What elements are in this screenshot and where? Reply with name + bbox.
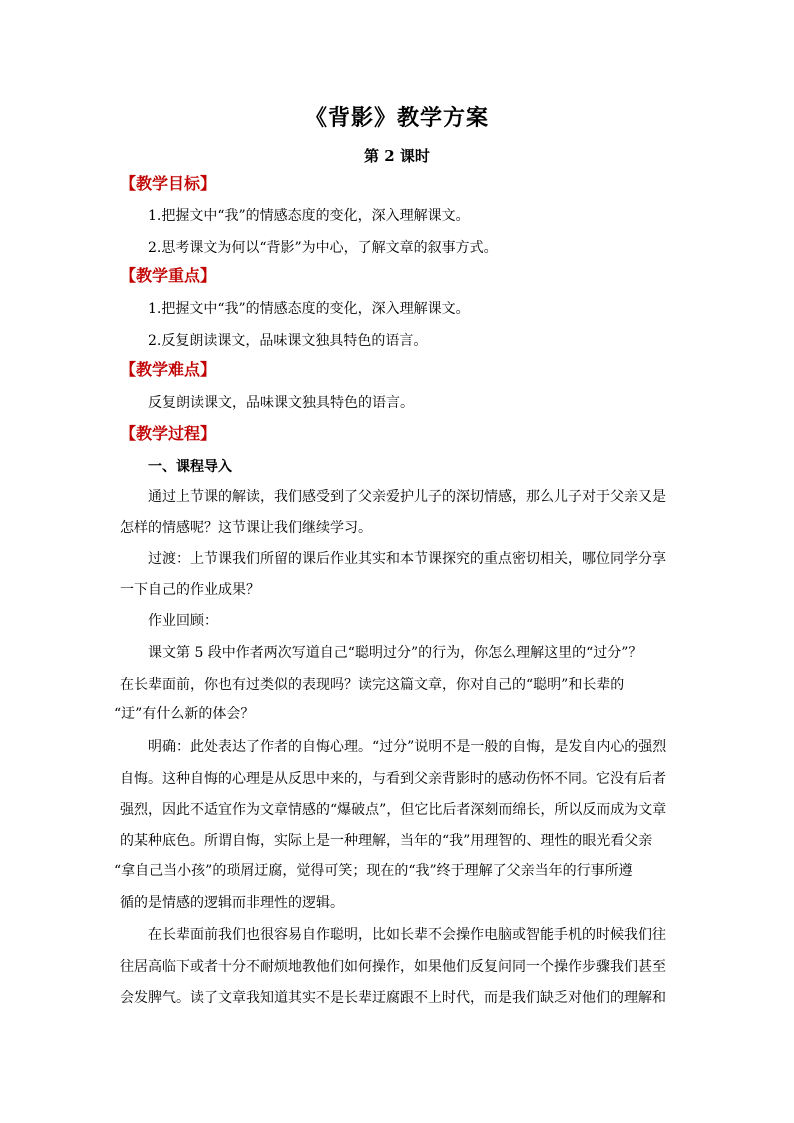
section-heading-process: 【教学过程】 <box>120 424 217 443</box>
key-point-item: 2.反复朗读课文，品味课文独具特色的语言。 <box>148 333 428 349</box>
process-line: 明确：此处表达了作者的自悔心理。“过分”说明不是一般的自悔，是发自内心的强烈 <box>148 739 667 755</box>
process-line: 过渡：上节课我们所留的课后作业其实和本节课探究的重点密切相关，哪位同学分享 <box>148 551 666 567</box>
process-line: 自悔。这种自悔的心理是从反思中来的，与看到父亲背影时的感动伤怀不同。它没有后者 <box>120 771 666 787</box>
section-heading-goals: 【教学目标】 <box>120 174 217 193</box>
process-line: “拿自己当小孩”的琐屑迂腐，觉得可笑；现在的“我”终于理解了父亲当年的行事所遵 <box>114 863 633 879</box>
process-line: 强烈，因此不适宜作为文章情感的“爆破点”，但它比后者深刻而绵长，所以反而成为文章 <box>120 802 667 818</box>
process-line: 通过上节课的解读，我们感受到了父亲爱护儿子的深切情感，那么儿子对于父亲又是 <box>148 489 666 505</box>
process-line: 在长辈面前，你也有过类似的表现吗？读完这篇文章，你对自己的“聪明”和长辈的 <box>120 677 625 693</box>
process-line: 往居高临下或者十分不耐烦地教他们如何操作，如果他们反复问同一个操作步骤我们甚至 <box>120 959 666 975</box>
process-line: 的某种底色。所谓自悔，实际上是一种理解，当年的“我”用理智的、理性的眼光看父亲 <box>120 833 653 849</box>
goal-item: 2.思考课文为何以“背影”为中心，了解文章的叙事方式。 <box>148 240 498 256</box>
goal-item: 1.把握文中“我”的情感态度的变化，深入理解课文。 <box>148 208 470 224</box>
process-line: “迂”有什么新的体会？ <box>114 706 255 722</box>
process-line: 循的是情感的逻辑而非理性的逻辑。 <box>120 895 344 911</box>
process-line: 一下自己的作业成果？ <box>120 582 260 598</box>
process-line: 课文第 5 段中作者两次写道自己“聪明过分”的行为，你怎么理解这里的“过分”？ <box>148 645 643 661</box>
process-line: 作业回顾： <box>148 613 218 629</box>
process-line: 怎样的情感呢？这节课让我们继续学习。 <box>120 520 372 536</box>
difficulty-item: 反复朗读课文，品味课文独具特色的语言。 <box>148 395 414 411</box>
process-subheading: 一、课程导入 <box>148 459 232 475</box>
process-line: 会发脾气。读了文章我知道其实不是长辈迂腐跟不上时代，而是我们缺乏对他们的理解和 <box>120 990 666 1006</box>
section-heading-key-points: 【教学重点】 <box>120 266 217 285</box>
document-title: 《背影》教学方案 <box>304 105 489 131</box>
lesson-number: 第 2 课时 <box>364 147 430 165</box>
key-point-item: 1.把握文中“我”的情感态度的变化，深入理解课文。 <box>148 301 470 317</box>
section-heading-difficulty: 【教学难点】 <box>120 360 217 379</box>
process-line: 在长辈面前我们也很容易自作聪明，比如长辈不会操作电脑或智能手机的时候我们往 <box>148 927 666 943</box>
